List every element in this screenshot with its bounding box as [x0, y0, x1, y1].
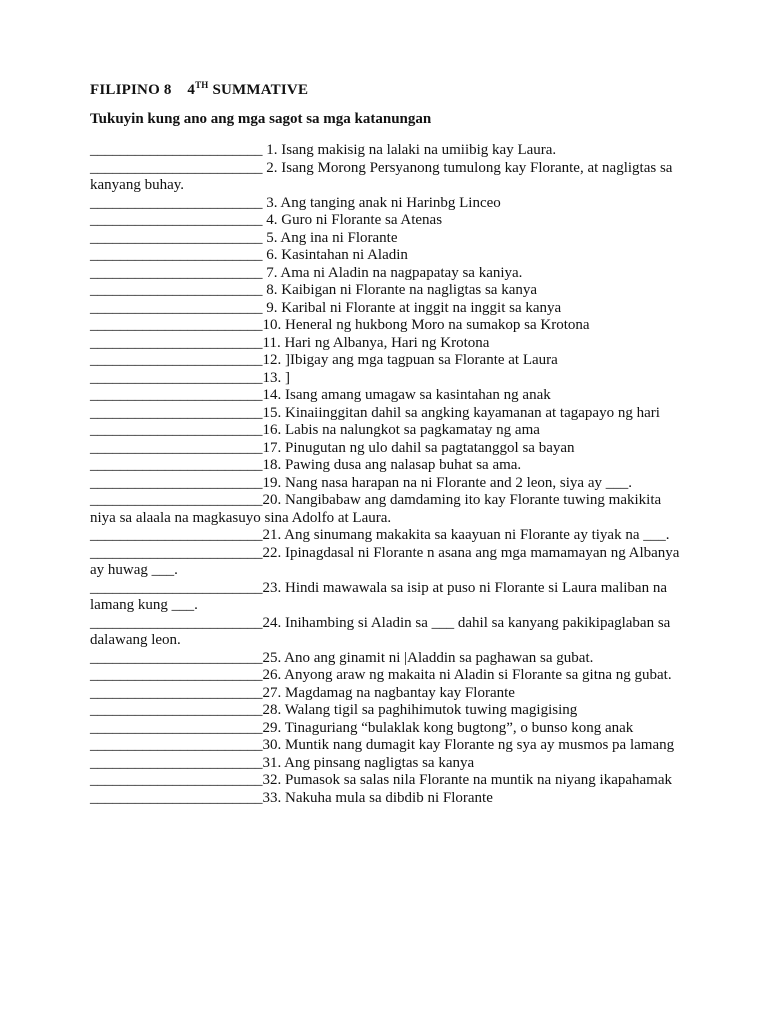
question-item: _______________________18. Pawing dusa ang nalasap buhat sa ama. — [90, 457, 522, 473]
question-item: _______________________28. Walang tigil sa paghihimutok tuwing magigising — [90, 702, 578, 718]
subject-title: FILIPINO 8 — [90, 82, 172, 98]
question-item: _______________________15. Kinaiinggitan dahil sa angking kayamanan at tagapayo ng hari — [90, 404, 660, 421]
question-item: _______________________22. Ipinagdasal ni Florante n asana ang mga mamamayan ng Albanya ay huwag ___. — [90, 544, 680, 578]
question-item: _______________________16. Labis na nalungkot sa pagkamatay ng ama — [90, 422, 540, 438]
question-item: _______________________20. Nangibabaw ang damdaming ito kay Florante tuwing makikita niya sa alaala na magkasuyo sina Adolfo at Laura. — [90, 492, 662, 526]
question-item: _______________________ 4. Guro ni Florante sa Atenas — [90, 212, 443, 228]
question-item: _______________________ 1. Isang makisig na lalaki na umiibig kay Laura. — [90, 142, 557, 158]
question-item: _______________________12. ]Ibigay ang mga tagpuan sa Florante at Laura — [90, 352, 558, 368]
question-item: _______________________17. Pinugutan ng ulo dahil sa pagtatanggol sa bayan — [90, 439, 575, 456]
question-item: _______________________ 8. Kaibigan ni Florante na nagligtas sa kanya — [90, 282, 538, 298]
question-item: _______________________30. Muntik nang dumagit kay Florante ng sya ay musmos pa lamang — [90, 737, 675, 753]
question-item: _______________________13. ] — [90, 369, 290, 386]
question-item: _______________________ 7. Ama ni Aladin na nagpapatay sa kaniya. — [90, 264, 523, 281]
grade-superscript: TH — [195, 80, 209, 90]
summative-label: SUMMATIVE — [212, 82, 309, 98]
worksheet-header — [90, 80, 308, 99]
question-item: _______________________ 9. Karibal ni Florante at inggit na inggit sa kanya — [90, 299, 562, 316]
question-item: _______________________31. Ang pinsang nagligtas sa kanya — [90, 754, 475, 771]
question-item: _______________________32. Pumasok sa salas nila Florante na muntik na niyang ikapahamak — [90, 772, 672, 788]
question-item: _______________________ 5. Ang ina ni Florante — [90, 229, 398, 246]
question-item: _______________________25. Ano ang ginamit ni |Aladdin sa paghawan sa gubat. — [90, 649, 594, 666]
question-item: _______________________10. Heneral ng hukbong Moro na sumakop sa Krotona — [90, 317, 590, 333]
question-item: _______________________27. Magdamag na nagbantay kay Florante — [90, 684, 515, 701]
question-list — [90, 142, 690, 807]
grade-number: 4 — [187, 82, 196, 98]
question-item: _______________________29. Tinaguriang “bulaklak kong bugtong”, o bunso kong anak — [90, 719, 634, 736]
question-item: _______________________ 3. Ang tanging anak ni Harinbg Linceo — [90, 194, 501, 211]
question-item: _______________________33. Nakuha mula sa dibdib ni Florante — [90, 789, 493, 806]
question-item: _______________________21. Ang sinumang makakita sa kaayuan ni Florante ay tiyak na ___. — [90, 527, 670, 543]
question-item: _______________________19. Nang nasa harapan na ni Florante and 2 leon, siya ay ___. — [90, 474, 632, 491]
question-item: _______________________ 2. Isang Morong Persyanong tumulong kay Florante, at nagligtas sa kanyang buhay. — [90, 159, 673, 193]
instruction-text: Tukuyin kung ano ang mga sagot sa mga katanungan — [90, 111, 432, 127]
question-item: _______________________11. Hari ng Albanya, Hari ng Krotona — [90, 334, 490, 351]
question-item: _______________________26. Anyong araw ng makaita ni Aladin si Florante sa gitna ng gubat. — [90, 667, 672, 683]
question-item: _______________________ 6. Kasintahan ni Aladin — [90, 247, 408, 263]
question-item: _______________________23. Hindi mawawala sa isip at puso ni Florante si Laura maliban na lamang kung ___. — [90, 579, 667, 613]
question-item: _______________________24. Inihambing si Aladin sa ___ dahil sa kanyang pakikipaglaban sa dalawang leon. — [90, 614, 671, 648]
question-item: _______________________14. Isang amang umagaw sa kasintahan ng anak — [90, 387, 551, 403]
